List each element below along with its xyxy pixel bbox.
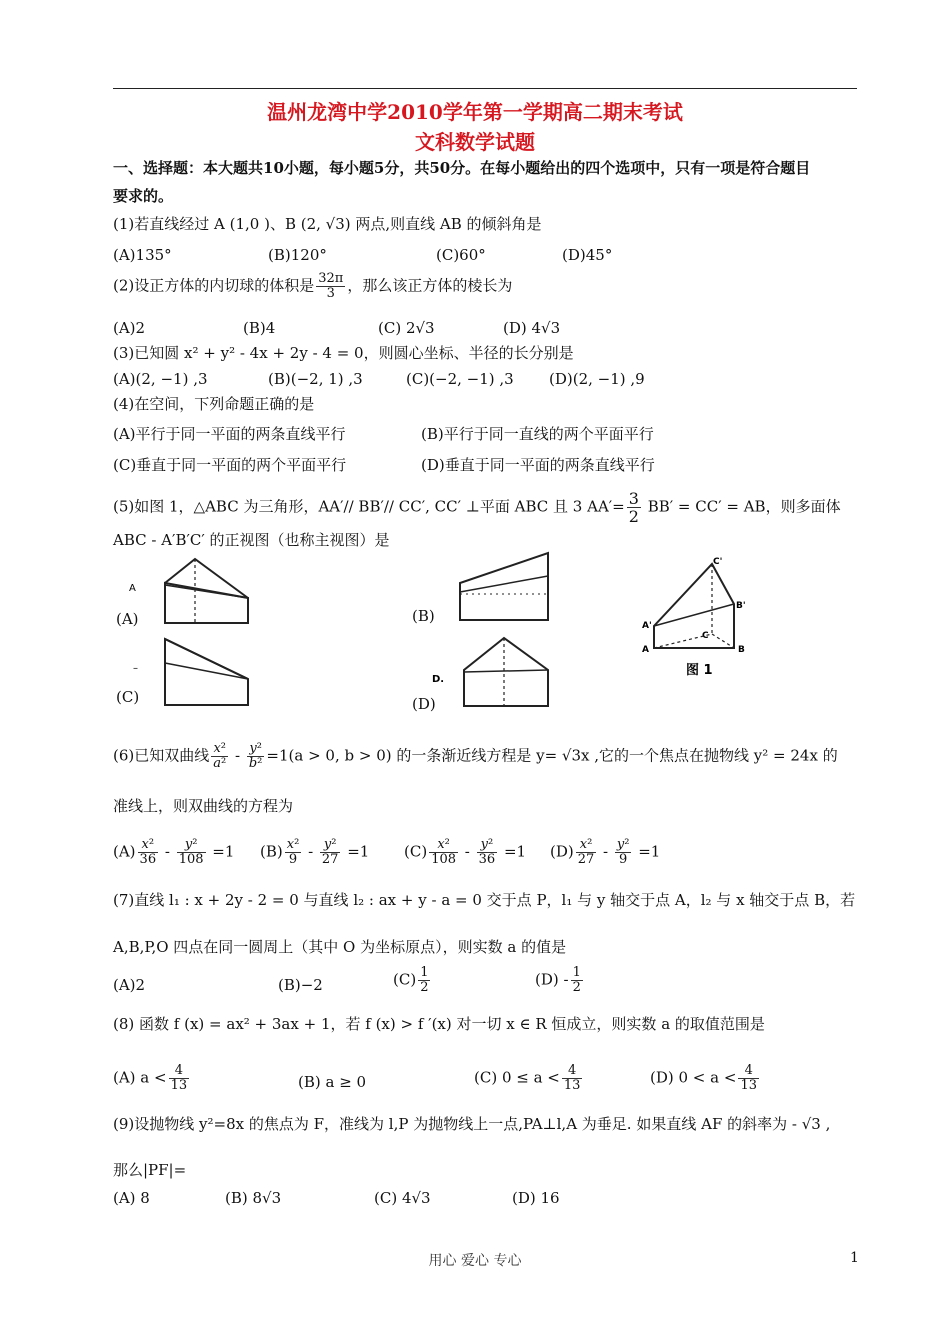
q6-d-frac1-num: x²: [576, 838, 597, 853]
q5-option-c: (C): [116, 688, 140, 706]
q5-fig1-label-a: A: [642, 645, 649, 655]
q9-option-b: (B) 8√3: [225, 1189, 282, 1207]
q8-d-den: 13: [740, 1078, 757, 1093]
q6-d-frac2: [615, 838, 632, 867]
q5-figure-b: [420, 548, 560, 628]
q5-fig-d-mark: D.: [432, 674, 445, 685]
q6-option-b: (B) $\frac{\text{x²}}{9}$ - $\frac{\text{y²}}{27}$ =1: [260, 837, 370, 867]
q5-fig1-caption: 图 1: [686, 663, 713, 678]
q6-option-a-label: (A): [113, 842, 136, 861]
q8-d-frac: [738, 1064, 759, 1093]
q4-option-a: (A)平行于同一平面的两条直线平行: [113, 425, 346, 443]
q5-figure-d: [420, 630, 560, 710]
q6-option-a: (A) $\frac{\text{x²}}{36}$ - $\frac{\text{y²}}{108}$ =1: [113, 837, 235, 867]
q8-option-d: [650, 1064, 761, 1093]
q7-option-b: (B)−2: [278, 976, 323, 994]
q7-stem: (7)直线 l₁ : x + 2y - 2 = 0 与直线 l₂ : ax + y - a = 0 交于点 P，l₁ 与 y 轴交于点 A，l₂ 与 x 轴交于点 B，若: [113, 891, 856, 909]
q5-fig-a-mark: A: [129, 583, 136, 594]
q5-fig-c-mark: –: [133, 663, 138, 674]
q5-frac-num: 3: [628, 489, 639, 508]
q6-b-frac2: [320, 838, 341, 867]
q6-frac-x: [211, 742, 228, 771]
q8-c-den: 13: [563, 1078, 581, 1093]
q2-frac-num: 32π: [318, 271, 344, 286]
q2-option-c: (C) 2√3: [378, 319, 435, 337]
q7-d-frac: [571, 966, 583, 995]
q9-stem-2: 那么|PF|=: [113, 1161, 187, 1179]
q6-a-frac2: [177, 838, 206, 867]
q3-option-d: (D)(2, −1) ,9: [549, 370, 645, 388]
q8-stem: (8) 函数 f (x) = ax² + 3ax + 1，若 f (x) > f ′(x) 对一切 x ∈ R 恒成立，则实数 a 的取值范围是: [113, 1015, 765, 1033]
q6-option-d-label: (D): [550, 842, 574, 861]
q6-c-frac1-num: x²: [429, 838, 458, 853]
q6-option-c-label: (C): [404, 842, 428, 861]
q5-stem-post: BB′ = CC′ = AB，则多面体: [642, 497, 841, 516]
q6-c-frac2: [477, 838, 498, 867]
q7-option-c: [393, 966, 432, 995]
q6-a-frac1: [138, 838, 159, 867]
q6-stem-mid: =1(a > 0, b > 0) 的一条渐近线方程是 y= √3x ,它的一个焦点在抛物线 y² = 24x 的: [266, 746, 838, 765]
q6-a-frac1-num: x²: [138, 838, 159, 853]
q7-option-c-label: (C): [393, 970, 417, 989]
q5-option-a: (A): [116, 610, 139, 628]
q2-option-d: (D) 4√3: [503, 319, 561, 337]
q5-stem-2: ABC - A′B′C′ 的正视图（也称主视图）是: [113, 531, 390, 549]
q6-c-frac1: [429, 838, 458, 867]
q1-option-a: (A)135°: [113, 246, 172, 264]
q2-stem: [113, 272, 512, 301]
q6-d-den1: 27: [577, 852, 595, 867]
q6-d-den2: 9: [619, 852, 628, 867]
q5-fig1-label-bprime: B': [736, 601, 746, 611]
q2-fraction: [316, 272, 345, 301]
q7-c-frac-den: 2: [420, 980, 429, 995]
section-heading: 一、选择题：本大题共10小题，每小题5分，共50分。在每小题给出的四个选项中，只有一项是符合题目: [113, 159, 811, 177]
q7-c-frac-num: 1: [420, 965, 429, 980]
q7-option-a: (A)2: [113, 976, 146, 994]
q5-option-d: (D): [412, 695, 436, 713]
q4-stem: (4)在空间，下列命题正确的是: [113, 395, 315, 413]
q5-stem: [113, 490, 841, 525]
q8-option-b: (B) a ≥ 0: [298, 1073, 367, 1091]
q4-option-c: (C)垂直于同一平面的两个平面平行: [113, 456, 347, 474]
q5-frac-den: 2: [628, 507, 639, 526]
header-rule: [113, 88, 857, 89]
q6-d-frac2-num: y²: [616, 837, 630, 852]
q1-option-b: (B)120°: [268, 246, 327, 264]
q6-b-den2: 27: [321, 852, 339, 867]
q4-option-b: (B)平行于同一直线的两个平面平行: [421, 425, 654, 443]
q1-stem: (1)若直线经过 A (1,0 )、B (2, √3) 两点,则直线 AB 的倾斜角是: [113, 215, 542, 233]
q6-frac-x-num: x²: [211, 742, 228, 757]
q3-option-a: (A)(2, −1) ,3: [113, 370, 208, 388]
q5-stem-pre: (5)如图 1，△ABC 为三角形，AA′// BB′// CC′, CC′ ⊥平面 ABC 且 3 AA′=: [113, 497, 625, 516]
page-number: 1: [850, 1250, 859, 1266]
q5-figure-1: [640, 552, 760, 682]
q9-stem: (9)设抛物线 y²=8x 的焦点为 F，准线为 l,P 为抛物线上一点,PA⊥l,A 为垂足. 如果直线 AF 的斜率为 - √3 ,: [113, 1115, 831, 1133]
q6-b-den1: 9: [288, 852, 298, 867]
q7-c-frac: [418, 966, 430, 995]
q6-frac-y: [247, 742, 265, 771]
page-title: 温州龙湾中学2010学年第一学期高二期末考试: [267, 100, 683, 124]
section-heading-cont: 要求的。: [113, 187, 174, 205]
q8-option-d-label: (D) 0 < a <: [650, 1068, 737, 1087]
q6-stem-2: 准线上，则双曲线的方程为: [113, 797, 294, 815]
q6-option-d: (D) $\frac{\text{x²}}{27}$ - $\frac{\text{y²}}{9}$ =1: [550, 837, 661, 867]
q4-option-d: (D)垂直于同一平面的两条直线平行: [421, 456, 655, 474]
q3-option-b: (B)(−2, 1) ,3: [268, 370, 363, 388]
q6-stem: (6)已知双曲线 $\frac{\text{x²}}{\text{a²}}$ - $\frac{\text{y²}}{\text{b²}}$ =1(a > 0, b > 0) 的一条渐近线方程是 y= √3x ,它的一个焦点在抛物线 y² = 24x 的: [113, 741, 838, 771]
q5-option-b: (B): [412, 607, 435, 625]
q2-stem-post: ，那么该正方体的棱长为: [347, 276, 513, 295]
q6-c-den2: 36: [478, 852, 496, 867]
q6-stem-pre: (6)已知双曲线: [113, 746, 210, 765]
q6-b-frac1: [285, 838, 302, 867]
q8-d-num: 4: [738, 1064, 759, 1079]
q6-a-frac2-num: y²: [177, 838, 206, 853]
q2-option-b: (B)4: [243, 319, 276, 337]
q1-option-c: (C)60°: [436, 246, 486, 264]
q1-option-d: (D)45°: [562, 246, 613, 264]
q2-option-a: (A)2: [113, 319, 146, 337]
q2-frac-den: 3: [326, 286, 335, 301]
page-subtitle: 文科数学试题: [415, 130, 535, 154]
q8-c-frac: [562, 1064, 583, 1093]
q6-b-frac2-num: y²: [320, 838, 341, 853]
q6-c-den1: 108: [431, 852, 457, 867]
page-footer: 用心 爱心 专心: [428, 1253, 522, 1269]
q6-frac-y-den: b²: [248, 756, 263, 771]
q7-option-d-label: (D) -: [535, 970, 569, 989]
q2-stem-pre: (2)设正方体的内切球的体积是: [113, 276, 315, 295]
q6-option-c: (C) $\frac{\text{x²}}{108}$ - $\frac{\text{y²}}{36}$ =1: [404, 837, 527, 867]
q6-c-frac2-num: y²: [477, 838, 498, 853]
q6-option-b-label: (B): [260, 842, 283, 861]
q3-stem: (3)已知圆 x² + y² - 4x + 2y - 4 = 0，则圆心坐标、半径的长分别是: [113, 344, 574, 362]
q7-stem-2: A,B,P,O 四点在同一圆周上（其中 O 为坐标原点），则实数 a 的值是: [113, 938, 567, 956]
q5-fraction: [627, 490, 641, 525]
q3-option-c: (C)(−2, −1) ,3: [406, 370, 514, 388]
q8-a-den: 13: [170, 1078, 188, 1093]
q9-option-a: (A) 8: [113, 1189, 150, 1207]
q5-fig1-label-c: C: [702, 631, 709, 641]
q8-option-a-label: (A) a <: [113, 1068, 167, 1087]
q9-option-d: (D) 16: [512, 1189, 560, 1207]
q8-a-num: 4: [169, 1064, 190, 1079]
q5-fig1-label-b: B: [738, 645, 745, 655]
q8-c-num: 4: [562, 1064, 583, 1079]
q8-a-frac: [169, 1064, 190, 1093]
q7-d-frac-num: 1: [572, 965, 581, 980]
q9-option-c: (C) 4√3: [374, 1189, 431, 1207]
q8-option-a: [113, 1064, 191, 1093]
q5-fig1-label-cprime: C': [713, 557, 723, 567]
q6-d-frac1: [576, 838, 597, 867]
q7-d-frac-den: 2: [572, 980, 581, 995]
q6-frac-x-den: a²: [213, 756, 227, 771]
q5-fig1-label-aprime: A': [642, 621, 652, 631]
q7-option-d: [535, 966, 585, 995]
q6-frac-y-num: y²: [247, 742, 265, 757]
q6-b-frac1-num: x²: [286, 837, 300, 852]
q8-option-c-label: (C) 0 ≤ a <: [474, 1068, 560, 1087]
q6-a-den1: 36: [139, 852, 157, 867]
q8-option-c: [474, 1064, 584, 1093]
q6-a-den2: 108: [178, 852, 204, 867]
